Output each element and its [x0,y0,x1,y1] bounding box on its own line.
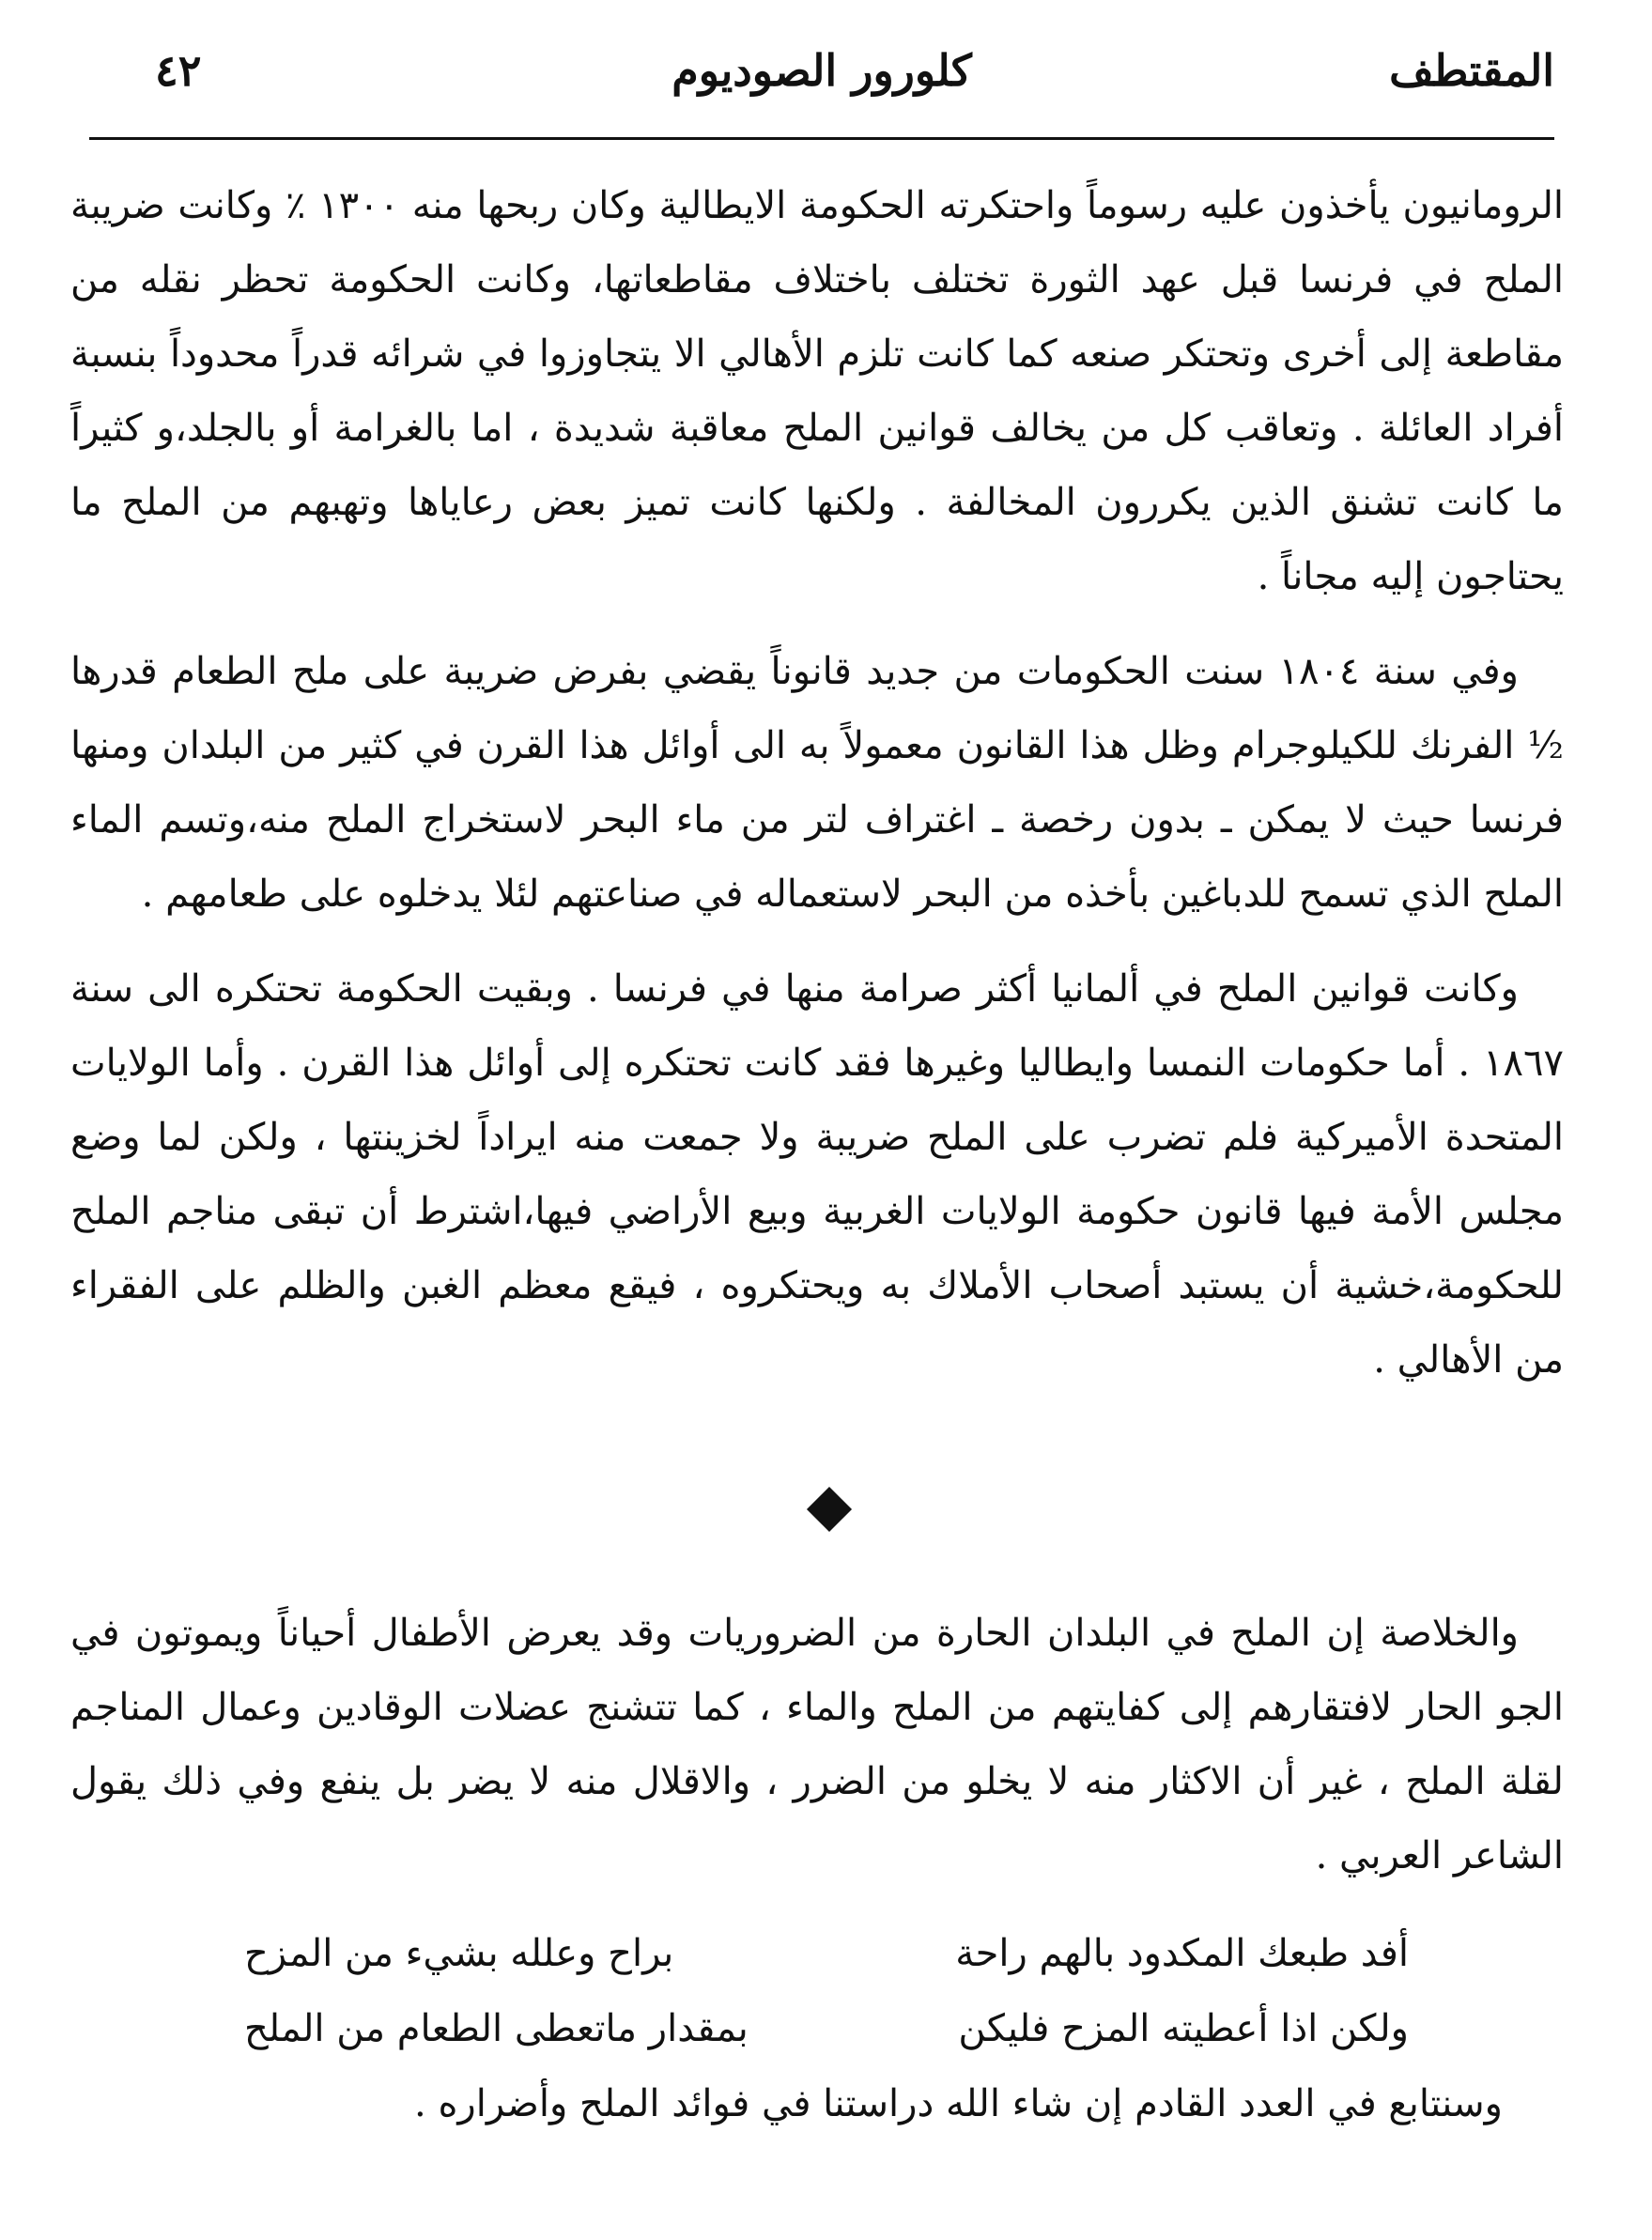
paragraph-1: الرومانيون يأخذون عليه رسوماً واحتكرته الحكومة الايطالية وكان ربحها منه ١٣٠٠ ٪ وكانت ضريبة الملح في فرنسا قبل عهد الثورة تختلف باختلاف مقاطعاتها، وكانت الحكومة تحظر نقله من مقاطعة إلى أخرى وتحتكر صنعه كما كانت تلزم الأهالي الا يتجاوزوا في شرائه قدراً محدوداً بنسبة أفراد العائلة . وتعاقب كل من يخالف قوانين الملح معاقبة شديدة ، اما بالغرامة أو بالجلد،و كثيراً ما كانت تشنق الذين يكررون المخالفة . ولكنها كانت تميز بعض رعاياها وتهبهم من الملح ما يحتاجون إليه مجاناً . [70,184,1564,598]
conclusion-paragraph: والخلاصة إن الملح في البلدان الحارة من الضروريات وقد يعرض الأطفال أحياناً ويموتون في الجو الحار لافتقارهم إلى كفايتهم من الملح والماء ، كما تتشنج عضلات الوقادين وعمال المناجم لقلة الملح ، غير أن الاكثار منه لا يخلو من الضرر ، والاقلال منه لا يضر بل ينفع وفي ذلك يقول الشاعر العربي . [70,1612,1564,1877]
header-rule [89,137,1554,140]
article-title: كلورور الصوديوم [672,45,972,96]
page-number: ٤٢ [155,45,202,96]
poem-verse [244,1916,1409,1991]
poem [244,1916,1409,2066]
conclusion-block [70,1597,1564,1914]
verse-second-hemistich: بمقدار ماتعطى الطعام من الملح [244,2007,749,2050]
verse-first-hemistich: ولكن اذا أعطيته المزح فليكن [958,2007,1409,2050]
journal-name: المقتطف [1389,45,1554,96]
closing-line: وسنتابع في العدد القادم إن شاء الله دراستنا في فوائد الملح وأضراره . [414,2082,1503,2125]
verse-second-hemistich: براح وعلله بشيء من المزح [244,1932,674,1975]
poem-verse [244,1991,1409,2066]
verse-first-hemistich: أفد طبعك المكدود بالهم راحة [955,1932,1409,1975]
running-header [89,45,1554,130]
paragraph-2: وفي سنة ١٨٠٤ سنت الحكومات من جديد قانوناً يقضي بفرض ضريبة على ملح الطعام قدرها ½ الفرنك للكيلوجرام وظل هذا القانون معمولاً به الى أوائل هذا القرن في كثير من البلدان ومنها فرنسا حيث لا يمكن ـ بدون رخصة ـ اغتراف لتر من ماء البحر لاستخراج الملح منه،وتسم الماء الملح الذي تسمح للدباغين بأخذه من البحر لاستعماله في صناعتهم لئلا يدخلوه على طعامهم . [70,650,1564,916]
section-divider-diamond [807,1487,852,1532]
paragraph-3: وكانت قوانين الملح في ألمانيا أكثر صرامة منها في فرنسا . وبقيت الحكومة تحتكره الى سنة ١٨٦٧ . أما حكومات النمسا وايطاليا وغيرها فقد كانت تحتكره إلى أوائل هذا القرن . وأما الولايات المتحدة الأميركية فلم تضرب على الملح ضريبة ولا جمعت منه ايراداً لخزينتها ، ولكن لما وضع مجلس الأمة فيها قانون حكومة الولايات الغربية وبيع الأراضي فيها،اشترط أن تبقى مناجم الملح للحكومة،خشية أن يستبد أصحاب الأملاك به ويحتكروه ، فيقع معظم الغبن والظلم على الفقراء من الأهالي . [70,967,1564,1382]
article-body [70,169,1564,1418]
